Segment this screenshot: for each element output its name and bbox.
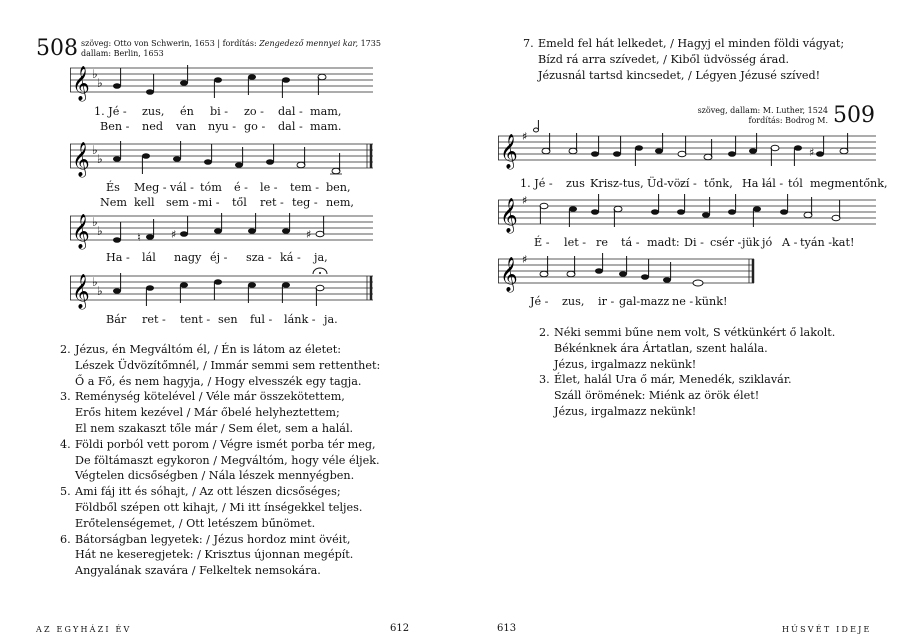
- lyric-syllable: ben,: [326, 181, 351, 194]
- note-icon: [235, 162, 243, 168]
- lyric-syllable: ne -: [672, 295, 694, 308]
- note-icon: [794, 145, 802, 151]
- note-icon: [749, 148, 757, 154]
- half-note-icon: [678, 151, 686, 157]
- verse-number: 7.: [523, 37, 534, 50]
- verse-line: Jézus, én Megváltóm él, / Én is látom az életet:: [75, 343, 342, 356]
- half-note-icon: [542, 148, 550, 154]
- natural-icon: ♮: [137, 231, 141, 244]
- lyric-syllable: én: [180, 105, 194, 118]
- note-icon: [569, 206, 577, 212]
- verse-line: Száll örömének: Miénk az örök élet!: [554, 389, 760, 403]
- half-note-icon: [569, 148, 577, 154]
- lyric-syllable: zus,: [142, 105, 165, 118]
- sharp-icon: ♯: [522, 194, 528, 207]
- lyric-syllable: lál: [142, 251, 156, 264]
- verse-line: Élet, halál Ura ő már, Menedék, sziklavár.: [554, 373, 792, 387]
- half-note-icon: [540, 271, 548, 277]
- credits-text: szöveg: Otto von Schwerin, 1653 | fordítás:: [81, 39, 257, 48]
- credits-translation: fordítás: Bodrog M.: [748, 116, 828, 125]
- fermata-dot-icon: [319, 272, 321, 274]
- flat-icon: ♭: [97, 152, 103, 166]
- verse-line: Jézusnál tartsd kincsedet, / Légyen Jézusé szíved!: [538, 68, 821, 82]
- lyric-syllable: nem,: [326, 196, 354, 209]
- lyric-syllable: kat!: [832, 236, 855, 249]
- verse-number: 3.: [539, 373, 550, 387]
- lyric-syllable: zí -: [680, 177, 697, 190]
- note-icon: [214, 77, 222, 83]
- verse-line: Bátorságban legyetek: / Jézus hordoz mint övéit,: [75, 532, 351, 546]
- note-icon: [728, 151, 736, 157]
- grace-note-icon: [534, 128, 539, 132]
- lyric-syllable: tól: [788, 177, 803, 190]
- verse-number: 2.: [539, 326, 550, 339]
- lyric-syllable: tem -: [290, 181, 320, 194]
- right-page: [453, 0, 906, 642]
- lyric-syllable: künk!: [695, 295, 728, 308]
- music-staff-3: [70, 212, 373, 252]
- flat-icon: ♭: [92, 215, 98, 229]
- note-icon: [728, 209, 736, 215]
- lyric-syllable: megmentőnk,: [810, 177, 888, 190]
- half-note-icon: [771, 145, 779, 151]
- music-staff-3: [498, 253, 758, 293]
- treble-clef-icon: 𝄞: [72, 214, 90, 249]
- verse-line: De föltámaszt egykoron / Megváltóm, hogy véle éljek.: [75, 453, 380, 467]
- lyric-syllable: Ha -: [106, 251, 130, 264]
- half-note-icon: [804, 212, 812, 218]
- note-icon: [113, 83, 121, 89]
- hymn-credits: [653, 106, 828, 126]
- note-icon: [816, 151, 824, 157]
- note-icon: [248, 228, 256, 234]
- lyric-syllable: ned: [142, 120, 163, 133]
- note-icon: [248, 74, 256, 80]
- lyric-syllable: És: [106, 181, 120, 194]
- lyric-syllable: tóm: [200, 181, 222, 194]
- verse-4: [60, 437, 380, 484]
- page-number: 612: [390, 623, 410, 634]
- lyric-syllable: lánk -: [284, 313, 316, 326]
- verse-line: Reménység kötelével / Véle már összekötettem,: [75, 390, 345, 404]
- note-icon: [655, 148, 663, 154]
- hymn-credits: [81, 39, 421, 59]
- note-icon: [753, 206, 761, 212]
- sharp-icon: ♯: [306, 228, 312, 241]
- running-footer: HÚSVÉT IDEJE: [782, 625, 872, 634]
- verse-number: 6.: [60, 532, 71, 546]
- lyric-syllable: Üd-vö-: [647, 177, 685, 190]
- lyric-syllable: gal-mazz: [619, 295, 670, 308]
- lyric-syllable: mam,: [310, 105, 342, 118]
- lyric-syllable: mi -: [198, 196, 220, 209]
- note-icon: [282, 228, 290, 234]
- music-staff-2: [70, 140, 373, 180]
- lyric-syllable: bi -: [210, 105, 229, 118]
- note-icon: [204, 159, 212, 165]
- lyric-syllable: zus,: [562, 295, 585, 308]
- lyric-syllable: tyán -: [800, 236, 833, 249]
- note-icon: [146, 234, 154, 240]
- lyric-syllable: zus: [566, 177, 585, 190]
- verse-line: Földi porból vett porom / Végre ismét porba tér meg,: [75, 437, 376, 451]
- lyric-syllable: teg -: [292, 196, 318, 209]
- lyric-syllable: éj -: [210, 251, 228, 264]
- lyric-syllable: van: [176, 120, 197, 133]
- note-icon: [113, 237, 121, 243]
- lyrics-staff-3: [70, 251, 373, 266]
- half-note-icon: [318, 74, 326, 80]
- lyric-syllable: dal -: [278, 105, 303, 118]
- sharp-icon: ♯: [171, 228, 177, 241]
- note-icon: [641, 274, 649, 280]
- treble-clef-icon: 𝄞: [500, 257, 518, 292]
- flat-icon: ♭: [92, 143, 98, 157]
- music-staff-2: [498, 194, 876, 234]
- whole-note-icon: [693, 280, 703, 286]
- music-staff-1: [70, 64, 373, 104]
- lyric-syllable: nagy: [174, 251, 202, 264]
- note-icon: [591, 151, 599, 157]
- verse-3: [539, 372, 835, 419]
- flat-icon: ♭: [92, 275, 98, 289]
- lyric-syllable: ja.: [324, 313, 338, 326]
- note-icon: [146, 89, 154, 95]
- lyric-syllable: ful -: [250, 313, 273, 326]
- lyric-syllable: 1. Jé -: [94, 105, 127, 118]
- lyric-syllable: É -: [534, 236, 550, 249]
- note-icon: [214, 228, 222, 234]
- note-icon: [142, 153, 150, 159]
- lyric-syllable: Nem: [100, 196, 128, 209]
- note-icon: [113, 156, 121, 162]
- lyric-syllable: jük: [742, 236, 760, 249]
- verse-number: 3.: [60, 390, 71, 404]
- lyrics-staff-1: [70, 105, 373, 135]
- credits-melody: dallam: Berlin, 1653: [81, 49, 164, 58]
- half-note-icon: [297, 162, 305, 168]
- note-icon: [173, 156, 181, 162]
- verses-block: [60, 342, 380, 579]
- lyric-syllable: ir -: [598, 295, 615, 308]
- note-icon: [180, 80, 188, 86]
- note-icon: [635, 145, 643, 151]
- half-note-icon: [840, 148, 848, 154]
- verse-2: [539, 325, 835, 372]
- note-icon: [591, 209, 599, 215]
- note-icon: [282, 77, 290, 83]
- verse-line: Erős hitem kezével / Már őbelé helyheztettem;: [75, 406, 340, 420]
- lyric-syllable: let -: [564, 236, 587, 249]
- verse-6: [60, 532, 380, 579]
- verse-line: Ami fáj itt és sóhajt, / Az ott lészen dicsőséges;: [75, 485, 341, 499]
- note-icon: [214, 279, 222, 285]
- verse-line: Angyalának szavára / Felkeltek nemsokára.: [75, 564, 321, 578]
- half-note-icon: [704, 154, 712, 160]
- lyric-syllable: Ben -: [100, 120, 130, 133]
- lyric-syllable: mam.: [310, 120, 342, 133]
- note-icon: [113, 288, 121, 294]
- lyric-syllable: kell: [134, 196, 155, 209]
- note-icon: [248, 282, 256, 288]
- flat-icon: ♭: [92, 67, 98, 81]
- lyric-syllable: madt:: [647, 236, 680, 249]
- verse-5: [60, 484, 380, 531]
- verse-7: [523, 36, 844, 83]
- verse-line: Ő a Fő, és nem hagyja, / Hogy elvesszék egy tagja.: [75, 374, 362, 388]
- lyric-syllable: go -: [244, 120, 266, 133]
- verse-line: Jézus, irgalmazz nekünk!: [554, 404, 697, 418]
- half-note-icon: [316, 231, 324, 237]
- half-note-icon: [567, 271, 575, 277]
- verse-line: El nem szakaszt tőle már / Sem élet, sem a halál.: [75, 421, 354, 435]
- verse-line: Erőtelenségemet, / Ott letészem bűnömet.: [75, 516, 316, 530]
- verse-number: 2.: [60, 343, 71, 356]
- page-number: 613: [497, 623, 517, 634]
- verse-2: [60, 342, 380, 389]
- lyric-syllable: Krisz-tus,: [590, 177, 644, 190]
- note-icon: [677, 209, 685, 215]
- lyric-syllable: Meg -: [134, 181, 167, 194]
- lyrics-staff-2: [70, 181, 373, 211]
- verse-number: 4.: [60, 437, 71, 451]
- verse-line: Jézus, irgalmazz nekünk!: [554, 357, 697, 371]
- lyrics-staff-3: [498, 295, 758, 310]
- lyric-syllable: re: [596, 236, 608, 249]
- music-staff-1: [498, 124, 876, 172]
- verse-line: Lészek Üdvözítőmnél, / Immár semmi sem rettenthet:: [75, 358, 381, 372]
- flat-icon: ♭: [97, 224, 103, 238]
- lyric-syllable: sen: [218, 313, 238, 326]
- lyric-syllable: től: [232, 196, 247, 209]
- sharp-icon: ♯: [522, 253, 528, 266]
- half-note-icon: [316, 285, 324, 291]
- verses-block: [539, 325, 835, 420]
- verse-line: Hát ne keseregjetek: / Krisztus újonnan megépít.: [75, 548, 354, 562]
- sharp-icon: ♯: [809, 146, 815, 159]
- note-icon: [146, 285, 154, 291]
- lyric-syllable: tá -: [621, 236, 640, 249]
- verse-3: [60, 389, 380, 436]
- lyric-syllable: ret -: [260, 196, 284, 209]
- note-icon: [651, 209, 659, 215]
- lyric-syllable: sem -: [166, 196, 197, 209]
- lyric-syllable: ja,: [314, 251, 328, 264]
- verse-line: Békénknek ára Ártatlan, szent halála.: [554, 341, 768, 355]
- verse-line: Bízd rá arra szívedet, / Kiből üdvösség árad.: [538, 52, 790, 66]
- lyric-syllable: jó: [762, 236, 773, 249]
- lyric-syllable: zo -: [244, 105, 264, 118]
- sharp-icon: ♯: [522, 130, 528, 143]
- running-footer: AZ EGYHÁZI ÉV: [36, 625, 132, 634]
- note-icon: [266, 159, 274, 165]
- treble-clef-icon: 𝄞: [72, 142, 90, 177]
- half-note-icon: [332, 168, 340, 174]
- lyric-syllable: A -: [782, 236, 798, 249]
- lyric-syllable: Ha -: [742, 177, 766, 190]
- flat-icon: ♭: [97, 284, 103, 298]
- credits-source-title: Zengedező mennyei kar,: [259, 39, 359, 48]
- treble-clef-icon: 𝄞: [72, 274, 90, 309]
- music-staff-4: [70, 268, 373, 312]
- note-icon: [613, 151, 621, 157]
- lyric-syllable: Bár: [106, 313, 127, 326]
- half-note-icon: [832, 215, 840, 221]
- lyric-syllable: Di -: [684, 236, 704, 249]
- note-icon: [180, 282, 188, 288]
- note-icon: [619, 271, 627, 277]
- lyric-syllable: vál -: [170, 181, 194, 194]
- lyric-syllable: tent -: [180, 313, 211, 326]
- half-note-icon: [614, 206, 622, 212]
- treble-clef-icon: 𝄞: [500, 198, 518, 233]
- note-icon: [702, 212, 710, 218]
- hymn-number: 508: [36, 36, 78, 61]
- lyric-syllable: csér -: [710, 236, 742, 249]
- lyrics-staff-4: [70, 313, 373, 328]
- lyrics-staff-2: [498, 236, 876, 251]
- treble-clef-icon: 𝄞: [72, 66, 90, 101]
- lyric-syllable: Jé -: [530, 295, 549, 308]
- lyric-syllable: dal -: [278, 120, 303, 133]
- lyric-syllable: 1. Jé -: [520, 177, 553, 190]
- verse-line: Néki semmi bűne nem volt, S vétkünkért ő lakolt.: [554, 326, 836, 339]
- credits-text: szöveg, dallam: M. Luther, 1524: [697, 106, 828, 115]
- note-icon: [282, 282, 290, 288]
- lyrics-staff-1: [498, 177, 888, 192]
- lyric-syllable: lál -: [762, 177, 784, 190]
- credits-year: 1735: [360, 39, 381, 48]
- verse-line: Emeld fel hát lelkedet, / Hagyj el minden földi vágyat;: [538, 37, 845, 50]
- lyric-syllable: tőnk,: [704, 177, 733, 190]
- note-icon: [180, 231, 188, 237]
- half-note-icon: [540, 203, 548, 209]
- hymn-number: 509: [833, 103, 875, 128]
- lyric-syllable: nyu -: [208, 120, 237, 133]
- note-icon: [595, 268, 603, 274]
- note-icon: [663, 277, 671, 283]
- lyric-syllable: le -: [260, 181, 278, 194]
- lyric-syllable: ret -: [142, 313, 166, 326]
- lyric-syllable: é -: [234, 181, 248, 194]
- treble-clef-icon: 𝄞: [500, 134, 518, 169]
- verse-number: 5.: [60, 485, 71, 499]
- flat-icon: ♭: [97, 76, 103, 90]
- note-icon: [780, 209, 788, 215]
- lyric-syllable: sza -: [246, 251, 272, 264]
- lyric-syllable: ká -: [280, 251, 301, 264]
- verse-line: Végtelen dicsőségben / Nála lészek mennyégben.: [75, 469, 355, 483]
- verse-line: Földből szépen ott kihajt, / Mi itt ínségekkel teljes.: [75, 500, 363, 514]
